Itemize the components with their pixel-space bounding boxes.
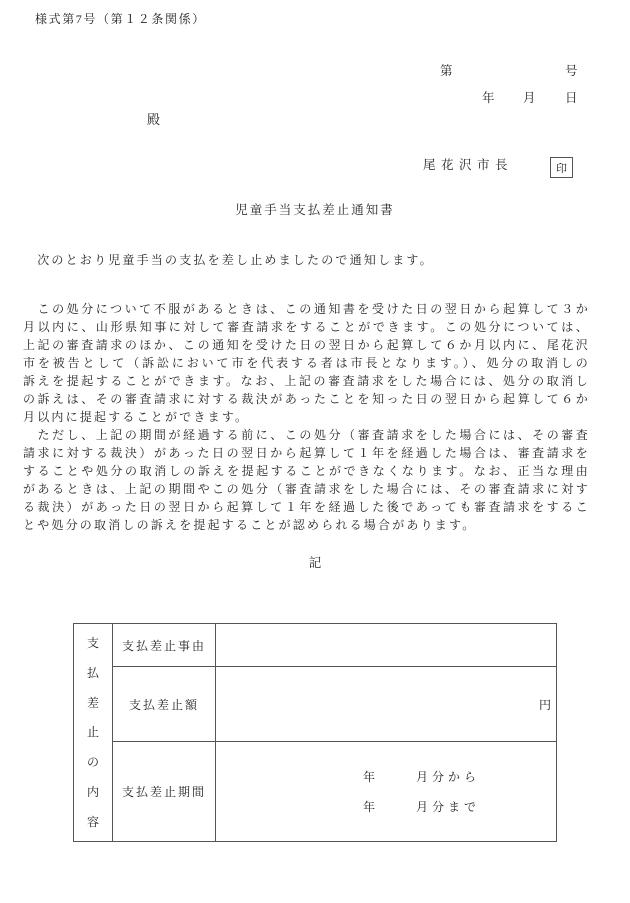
date-month-label: 月: [523, 91, 536, 105]
sender-name: 尾花沢市長: [423, 158, 514, 172]
period-from-line: [363, 769, 556, 785]
seal-mark: 印: [556, 162, 567, 175]
suspension-table: [73, 623, 557, 842]
form-number: 様式第7号（第１２条関係）: [35, 12, 206, 26]
row-label-period: 支払差止期間: [112, 741, 215, 841]
row-label-amount: 支払差止額: [112, 666, 215, 741]
row-label-reason: 支払差止事由: [112, 624, 215, 666]
doc-number-prefix: 第: [440, 64, 453, 78]
period-from-rest: 月分から: [416, 769, 481, 784]
ki-heading: 記: [308, 556, 322, 570]
period-value-cell: [215, 741, 556, 841]
addressee-honorific: 殿: [147, 112, 161, 127]
period-to-line: [363, 799, 556, 815]
period-to-rest: 月分まで: [416, 799, 481, 814]
document-title: 児童手当支払差止通知書: [235, 203, 395, 217]
period-from-year-label: 年: [363, 769, 380, 784]
doc-number-suffix: 号: [565, 64, 578, 78]
amount-unit: 円: [538, 697, 551, 712]
seal-box: [550, 157, 573, 178]
table-group-header: 支 払 差 止 の 内 容: [86, 636, 99, 829]
date-year-label: 年: [482, 91, 495, 105]
reason-value-cell: [215, 624, 556, 666]
intro-paragraph: 次のとおり児童手当の支払を差し止めましたので通知します。: [23, 253, 434, 267]
period-to-year-label: 年: [363, 799, 380, 814]
amount-value-cell: [215, 666, 556, 741]
deadline-paragraph: ただし、上記の期間が経過する前に、この処分（審査請求をした場合には、その審査 請求に対する裁決）があった日の翌日から起算して１年を経過した場合は、審査請求を することや処分の取消しの訴えを提起することができなくなります。なお、正当な理由 があるときは、上記の期間やこの処分（審査請求をした場合には、その審査請求に対す る裁決）があった日の翌日から起算して１年を経過した後であっても審査請求をするこ とや処分の取消しの訴えを提起することが認められる場合があります。: [23, 428, 590, 532]
appeal-rights-paragraph: この処分について不服があるときは、この通知書を受けた日の翌日から起算して３か 月以内に、山形県知事に対して審査請求をすることができます。この処分については、 上記の審査請求のほか、この通知を受けた日の翌日から起算して６か月以内に、尾花沢 市を被告として（訴訟において市を代表する者は市長となります。）、処分の取消しの 訴えを提起することができます。なお、上記の審査請求をした場合には、処分の取消し の訴えは、その審査請求に対する裁決があったことを知った日の翌日から起算して６か 月以内に提起することができます。: [23, 302, 590, 424]
date-day-label: 日: [565, 91, 578, 105]
